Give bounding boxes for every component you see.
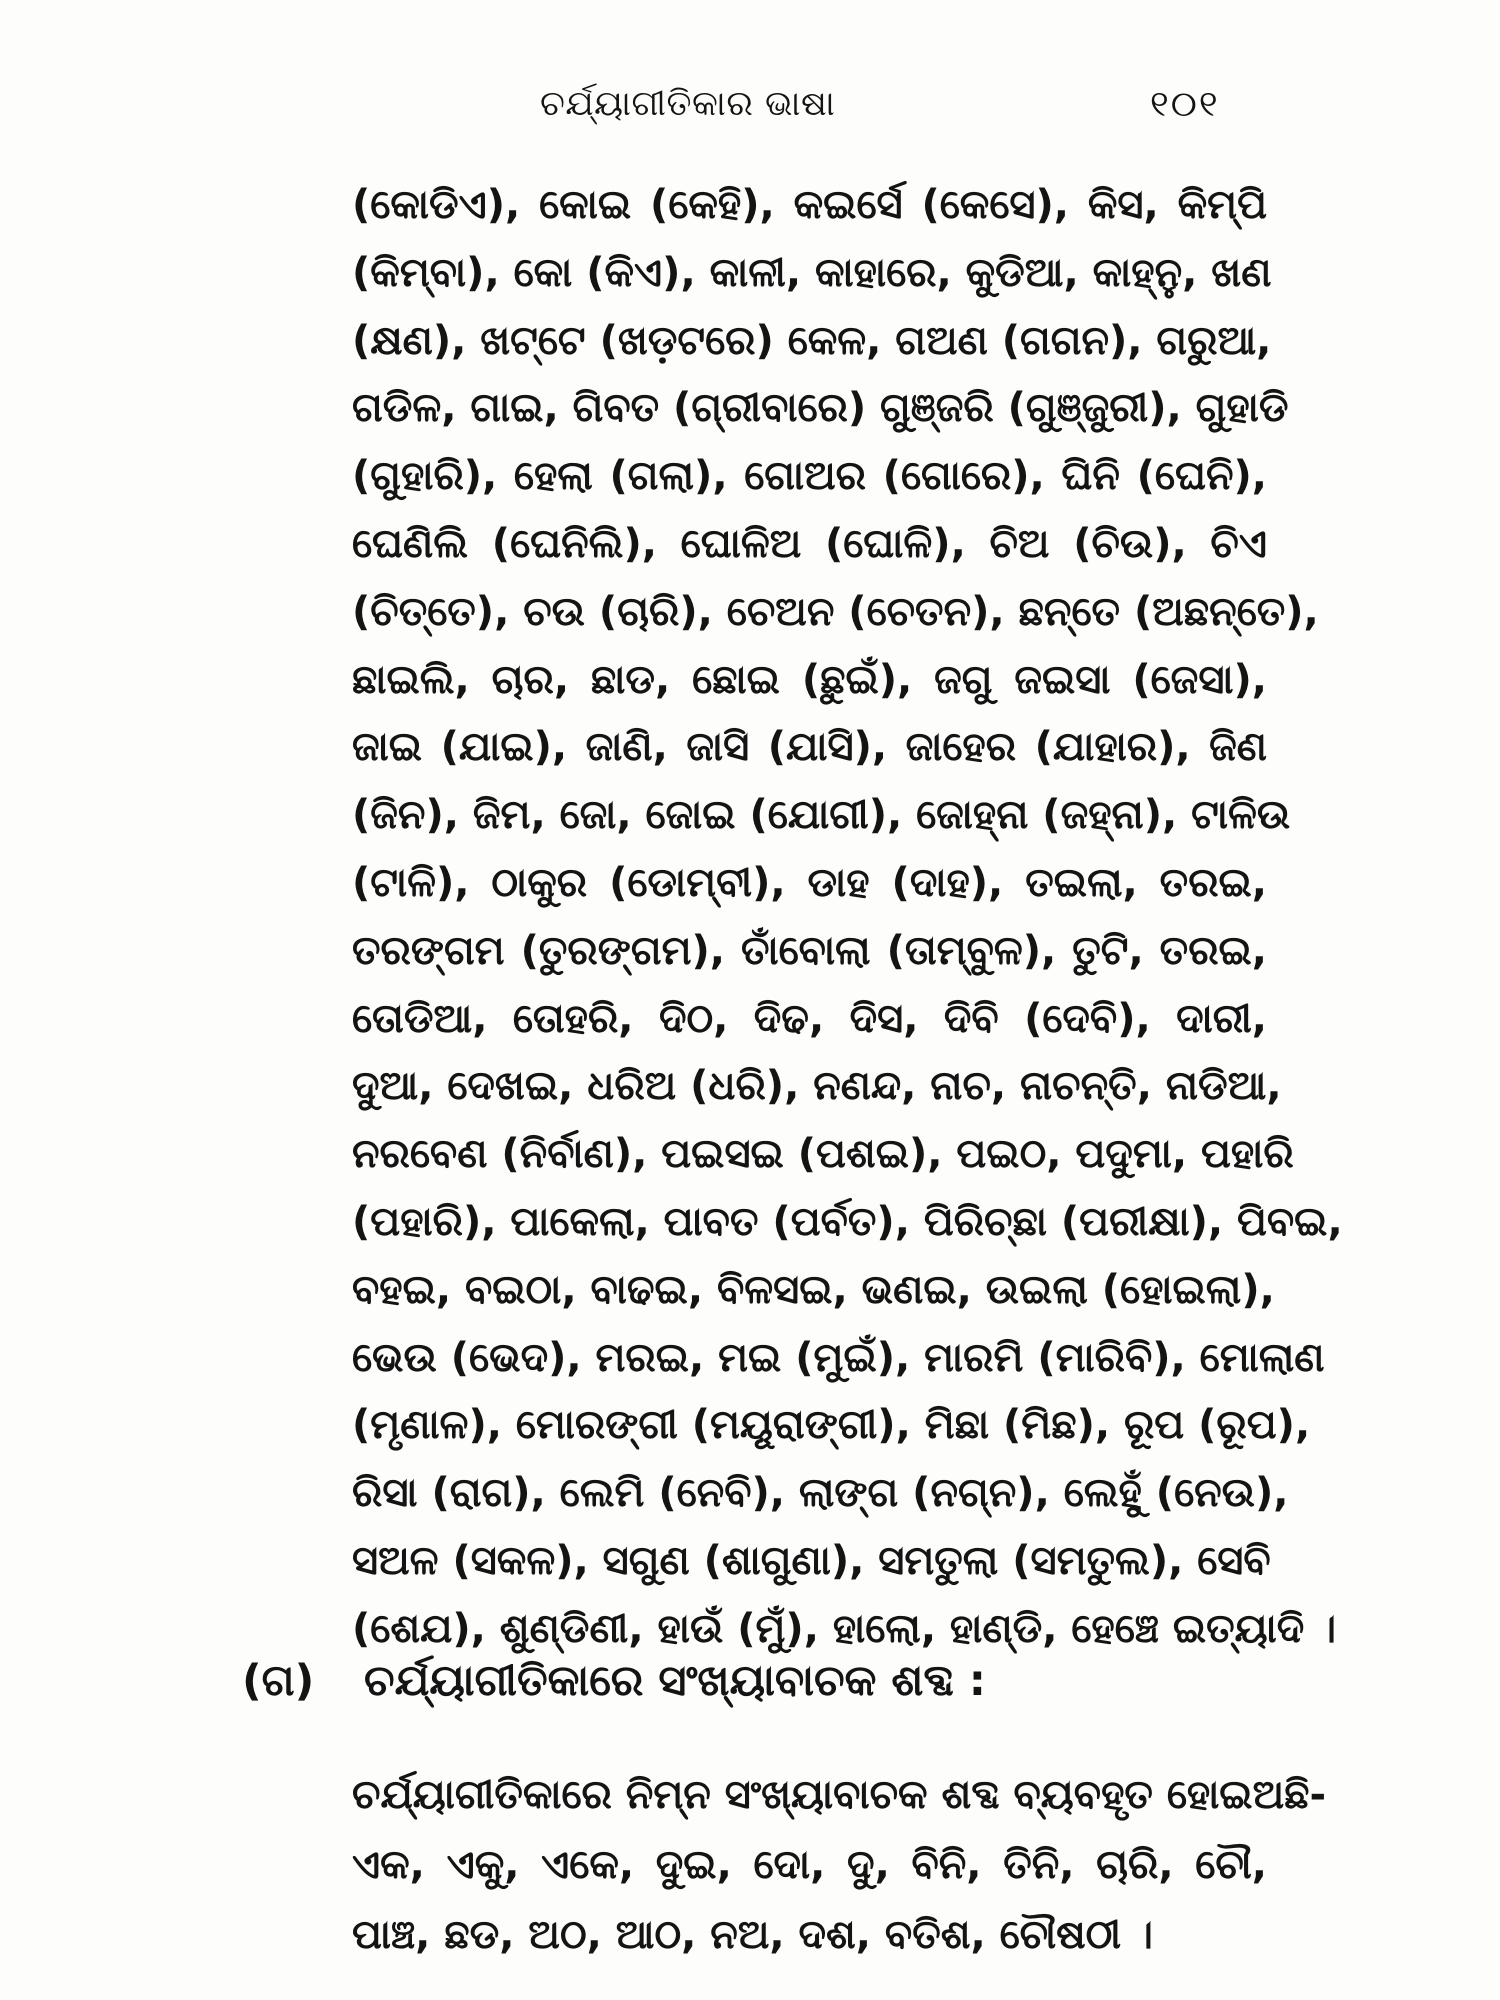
section-heading — [242, 1656, 1272, 1726]
text-line: ତରଙ୍ଗମ (ତୁରଙ୍ଗମ), ତାଁବୋଲା (ତାମ୍ବୁଳ), ତୁଟି, ତରଇ, — [352, 927, 1267, 974]
page-number: ୧୦୧ — [1150, 84, 1220, 125]
text-line: (ଚିତ୍ତେ), ଚଉ (ଚାରି), ଚେଅନ (ଚେତନ), ଛନ୍ତେ (ଅଛନ୍ତେ), — [352, 588, 1319, 635]
text-line: (ମୃଣାଳ), ମୋରଙ୍ଗୀ (ମୟୂରାଙ୍ଗୀ), ମିଛା (ମିଛ), ରୂପ (ରୂପ), — [352, 1402, 1311, 1449]
section-title: ଚର୍ଯ୍ୟାଗୀତିକାରେ ସଂଖ୍ୟାବାଚକ ଶବ୍ଦ : — [364, 1656, 986, 1706]
text-line: ଛାଇଲି, ଚାର, ଛାଡ, ଛୋଇ (ଛୁଇଁ), ଜଗୁ ଜଇସା (ଜେସା), — [352, 656, 1267, 703]
text-line: (ଟାଳି), ଠାକୁର (ଡୋମ୍ବୀ), ଡାହ (ଦାହ), ତଇଲା, ତରଇ, — [352, 859, 1267, 906]
text-line: ରିସା (ରାଗ), ଲେମି (ନେବି), ଲାଙ୍ଗ (ନଗ୍ନ), ଲେହୁଁ (ନେଉ), — [352, 1470, 1289, 1517]
text-line: (କ୍ଷଣ), ଖଟ୍‌ଟେ (ଖଡ଼ଟରେ) କେଳ, ଗଅଣ (ଗଗନ), ଗରୁଆ, — [352, 317, 1272, 364]
word-list-paragraph — [352, 172, 1343, 1664]
text-line: ନରବେଣ (ନିର୍ବାଣ), ପଇସଇ (ପଶଇ), ପଇଠ, ପଦୁମା, ପହାରି — [352, 1131, 1294, 1178]
text-line: (ଗୁହାରି), ହେଲା (ଗଲା), ଗୋଅର (ଗୋରେ), ଘିନି (ଘେନି), — [352, 453, 1267, 500]
running-header — [0, 84, 1500, 144]
running-title: ଚର୍ଯ୍ୟାଗୀତିକାର ଭାଷା — [540, 84, 836, 124]
section-label: (ଗ) — [242, 1656, 315, 1706]
text-line: ଚର୍ଯ୍ୟାଗୀତିକାରେ ନିମ୍ନ ସଂଖ୍ୟାବାଚକ ଶବ୍ଦ ବ୍ୟବହୃତ ହୋଇଅଛି- — [352, 1772, 1327, 1818]
text-line: ଘେଣିଲି (ଘେନିଲି), ଘୋଳିଅ (ଘୋଳି), ଚିଅ (ଚିଉ), ଚିଏ — [352, 520, 1267, 567]
numeral-paragraph — [352, 1760, 1327, 1970]
text-line: (କିମ୍ବା), କୋ (କିଏ), କାଳୀ, କାହାରେ, କୁଡିଆ, କାହ୍ନୁ, ଖଣ — [352, 249, 1272, 296]
text-line: ପାଞ୍ଚ, ଛଡ, ଅଠ, ଆଠ, ନଅ, ଦଶ, ବତିଶ, ଚୌଷଠୀ । — [352, 1912, 1153, 1958]
text-line: ସଅଳ (ସକଳ), ସଗୁଣ (ଶାଗୁଣା), ସମତୁଲା (ସମତୁଲ), ସେବି — [352, 1537, 1271, 1584]
text-line: ଦୁଆ, ଦେଖଇ, ଧରିଅ (ଧରି), ନଣନ୍ଦ, ନାଚ, ନାଚନ୍ତି, ନାଡିଆ, — [352, 1063, 1282, 1110]
text-line: ବହଇ, ବଇଠା, ବାଢଇ, ବିଳସଇ, ଭଣଇ, ଉଇଲା (ହୋଇଲା), — [352, 1266, 1275, 1313]
text-line: ଭେଉ (ଭେଦ), ମରଇ, ମଇ (ମୁଇଁ), ମାରମି (ମାରିବି), ମୋଲାଣ — [352, 1334, 1325, 1381]
text-line: ତୋଡିଆ, ତୋହରି, ଦିଠ, ଦିଢ, ଦିସ, ଦିବି (ଦେବି), ଦାରୀ, — [352, 995, 1267, 1042]
text-line: (ପହାରି), ପାକେଲା, ପାବତ (ପର୍ବତ), ପିରିଚ୍ଛା (ପରୀକ୍ଷା), ପିବଇ, — [352, 1198, 1343, 1245]
text-line: (ଜିନ), ଜିମ, ଜୋ, ଜୋଇ (ଯୋଗୀ), ଜୋହ୍ନା (ଜହ୍ନା), ଟାଳିଉ — [352, 792, 1291, 839]
text-line: ଏକ, ଏକୁ, ଏକେ, ଦୁଇ, ଦୋ, ଦୁ, ବିନି, ତିନି, ଚାରି, ଚୌ, — [352, 1842, 1267, 1888]
text-line: ଗଡିଳ, ଗାଇ, ଗିବତ (ଗ୍ରୀବାରେ) ଗୁଞ୍ଜରି (ଗୁଞ୍ଜୁରୀ), ଗୁହାଡି — [352, 385, 1289, 432]
text-line: (କୋଡିଏ), କୋଇ (କେହି), କଇର୍ସେ (କେସେ), କିସ, କିମ୍ପି — [352, 182, 1267, 228]
text-line: (ଶେଯ), ଶୁଣ୍ଡିଣୀ, ହାଉଁ (ମୁଁ), ହାଲୋ, ହାଣ୍ଡି, ହେଞ୍ଚେ ଇତ୍ୟାଦି । — [352, 1605, 1337, 1652]
text-line: ଜାଇ (ଯାଇ), ଜାଣି, ଜାସି (ଯାସି), ଜାହେର (ଯାହାର), ଜିଣ — [352, 724, 1267, 771]
